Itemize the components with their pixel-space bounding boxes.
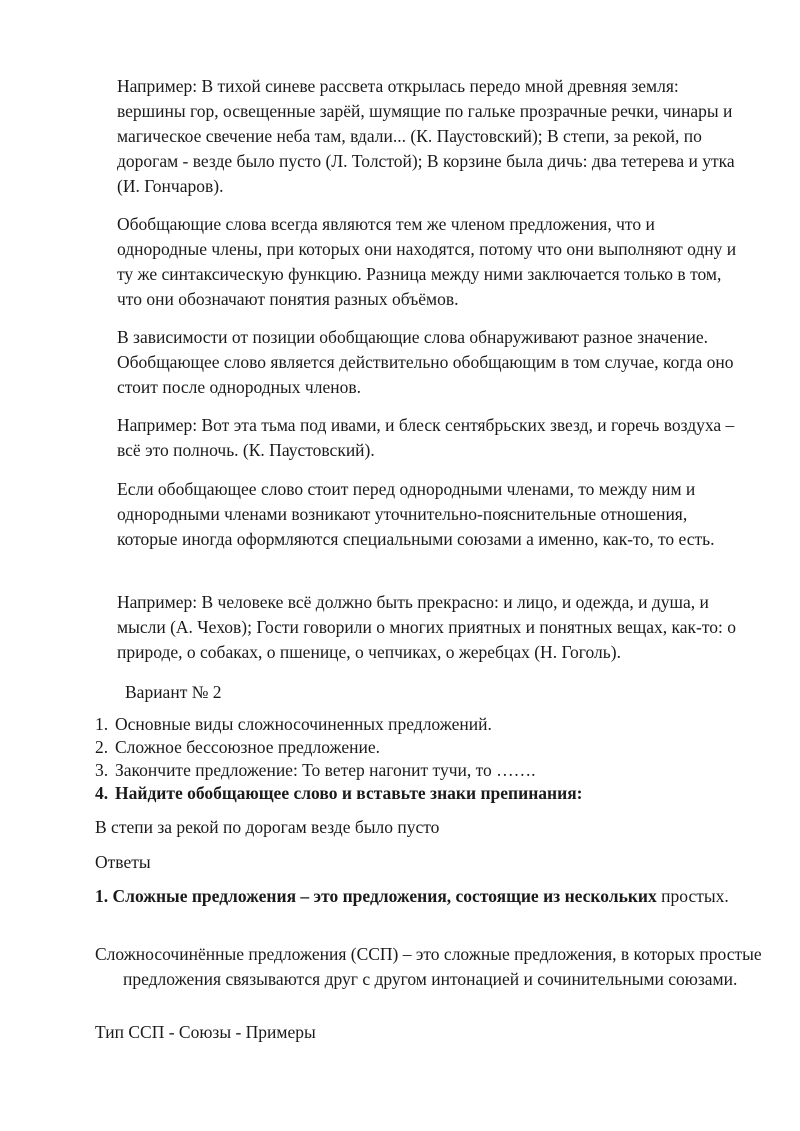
question-number: 2. [95,737,109,757]
paragraph-before-homogeneous: Если обобщающее слово стоит перед однородными членами, то между ним и однородными членами возникают уточнительно-пояснительные отношения, которые иногда оформляются специальными союзами а именно, как-то, то есть. [117,479,715,549]
question-text: Найдите обобщающее слово и вставьте знаки препинания: [115,783,583,803]
question-text: Закончите предложение: То ветер нагонит тучи, то ……. [115,760,536,780]
paragraph-examples-3: Например: В человеке всё должно быть прекрасно: и лицо, и одежда, и душа, и мысли (А. Чехов); Гости говорили о многих приятных и понятных вещах, как-то: о природе, о собаках, о пшенице, о чепчиках, о жеребцах (Н. Гоголь). [117,592,736,662]
paragraph-position-meaning: В зависимости от позиции обобщающие слова обнаруживают разное значение. Обобщающее слово является действительно обобщающим в том случае, когда оно стоит после однородных членов. [117,327,734,397]
answer-item-1 [95,884,763,909]
question-number: 3. [95,760,109,780]
question-text: Основные виды сложносочиненных предложений. [115,714,492,734]
question-item [95,782,755,805]
task-sentence: В степи за рекой по дорогам везде было пусто [95,817,440,837]
answer-rest-text: простых. [661,886,729,906]
paragraph-examples-1: Например: В тихой синеве рассвета открылась передо мной древняя земля: вершины гор, освещенные зарёй, шумящие по гальке прозрачные речки, чинары и магическое свечение неба там, вдали... (К. Паустовский); В степи, за рекой, по дорогам - везде было пусто (Л. Толстой); В корзине была дичь: два тетерева и утка (И. Гончаров). [117,76,735,196]
answer-bold-text: Сложные предложения – это предложения, состоящие из нескольких [112,886,657,906]
question-number: 4. [95,783,109,803]
question-item [95,713,755,736]
definition-paragraph: Сложносочинённые предложения (ССП) – это сложные предложения, в которых простые предложения связываются друг с другом интонацией и сочинительными союзами. [95,944,762,989]
table-header-line: Тип ССП - Союзы - Примеры [95,1022,316,1042]
question-item [95,736,755,759]
variant-heading: Вариант № 2 [125,682,222,702]
paragraph-examples-2: Например: Вот эта тьма под ивами, и блеск сентябрьских звезд, и горечь воздуха – всё это полночь. (К. Паустовский). [117,415,735,460]
answer-number: 1. [95,886,109,906]
paragraph-generalizing-words: Обобщающие слова всегда являются тем же членом предложения, что и однородные члены, при которых они находятся, потому что они выполняют одну и ту же синтаксическую функцию. Разница между ними заключается только в том, что они обозначают понятия разных объёмов. [117,214,737,309]
answers-heading: Ответы [95,852,151,872]
question-list [95,713,755,805]
question-number: 1. [95,714,109,734]
question-text: Сложное бессоюзное предложение. [115,737,381,757]
question-item [95,759,755,782]
